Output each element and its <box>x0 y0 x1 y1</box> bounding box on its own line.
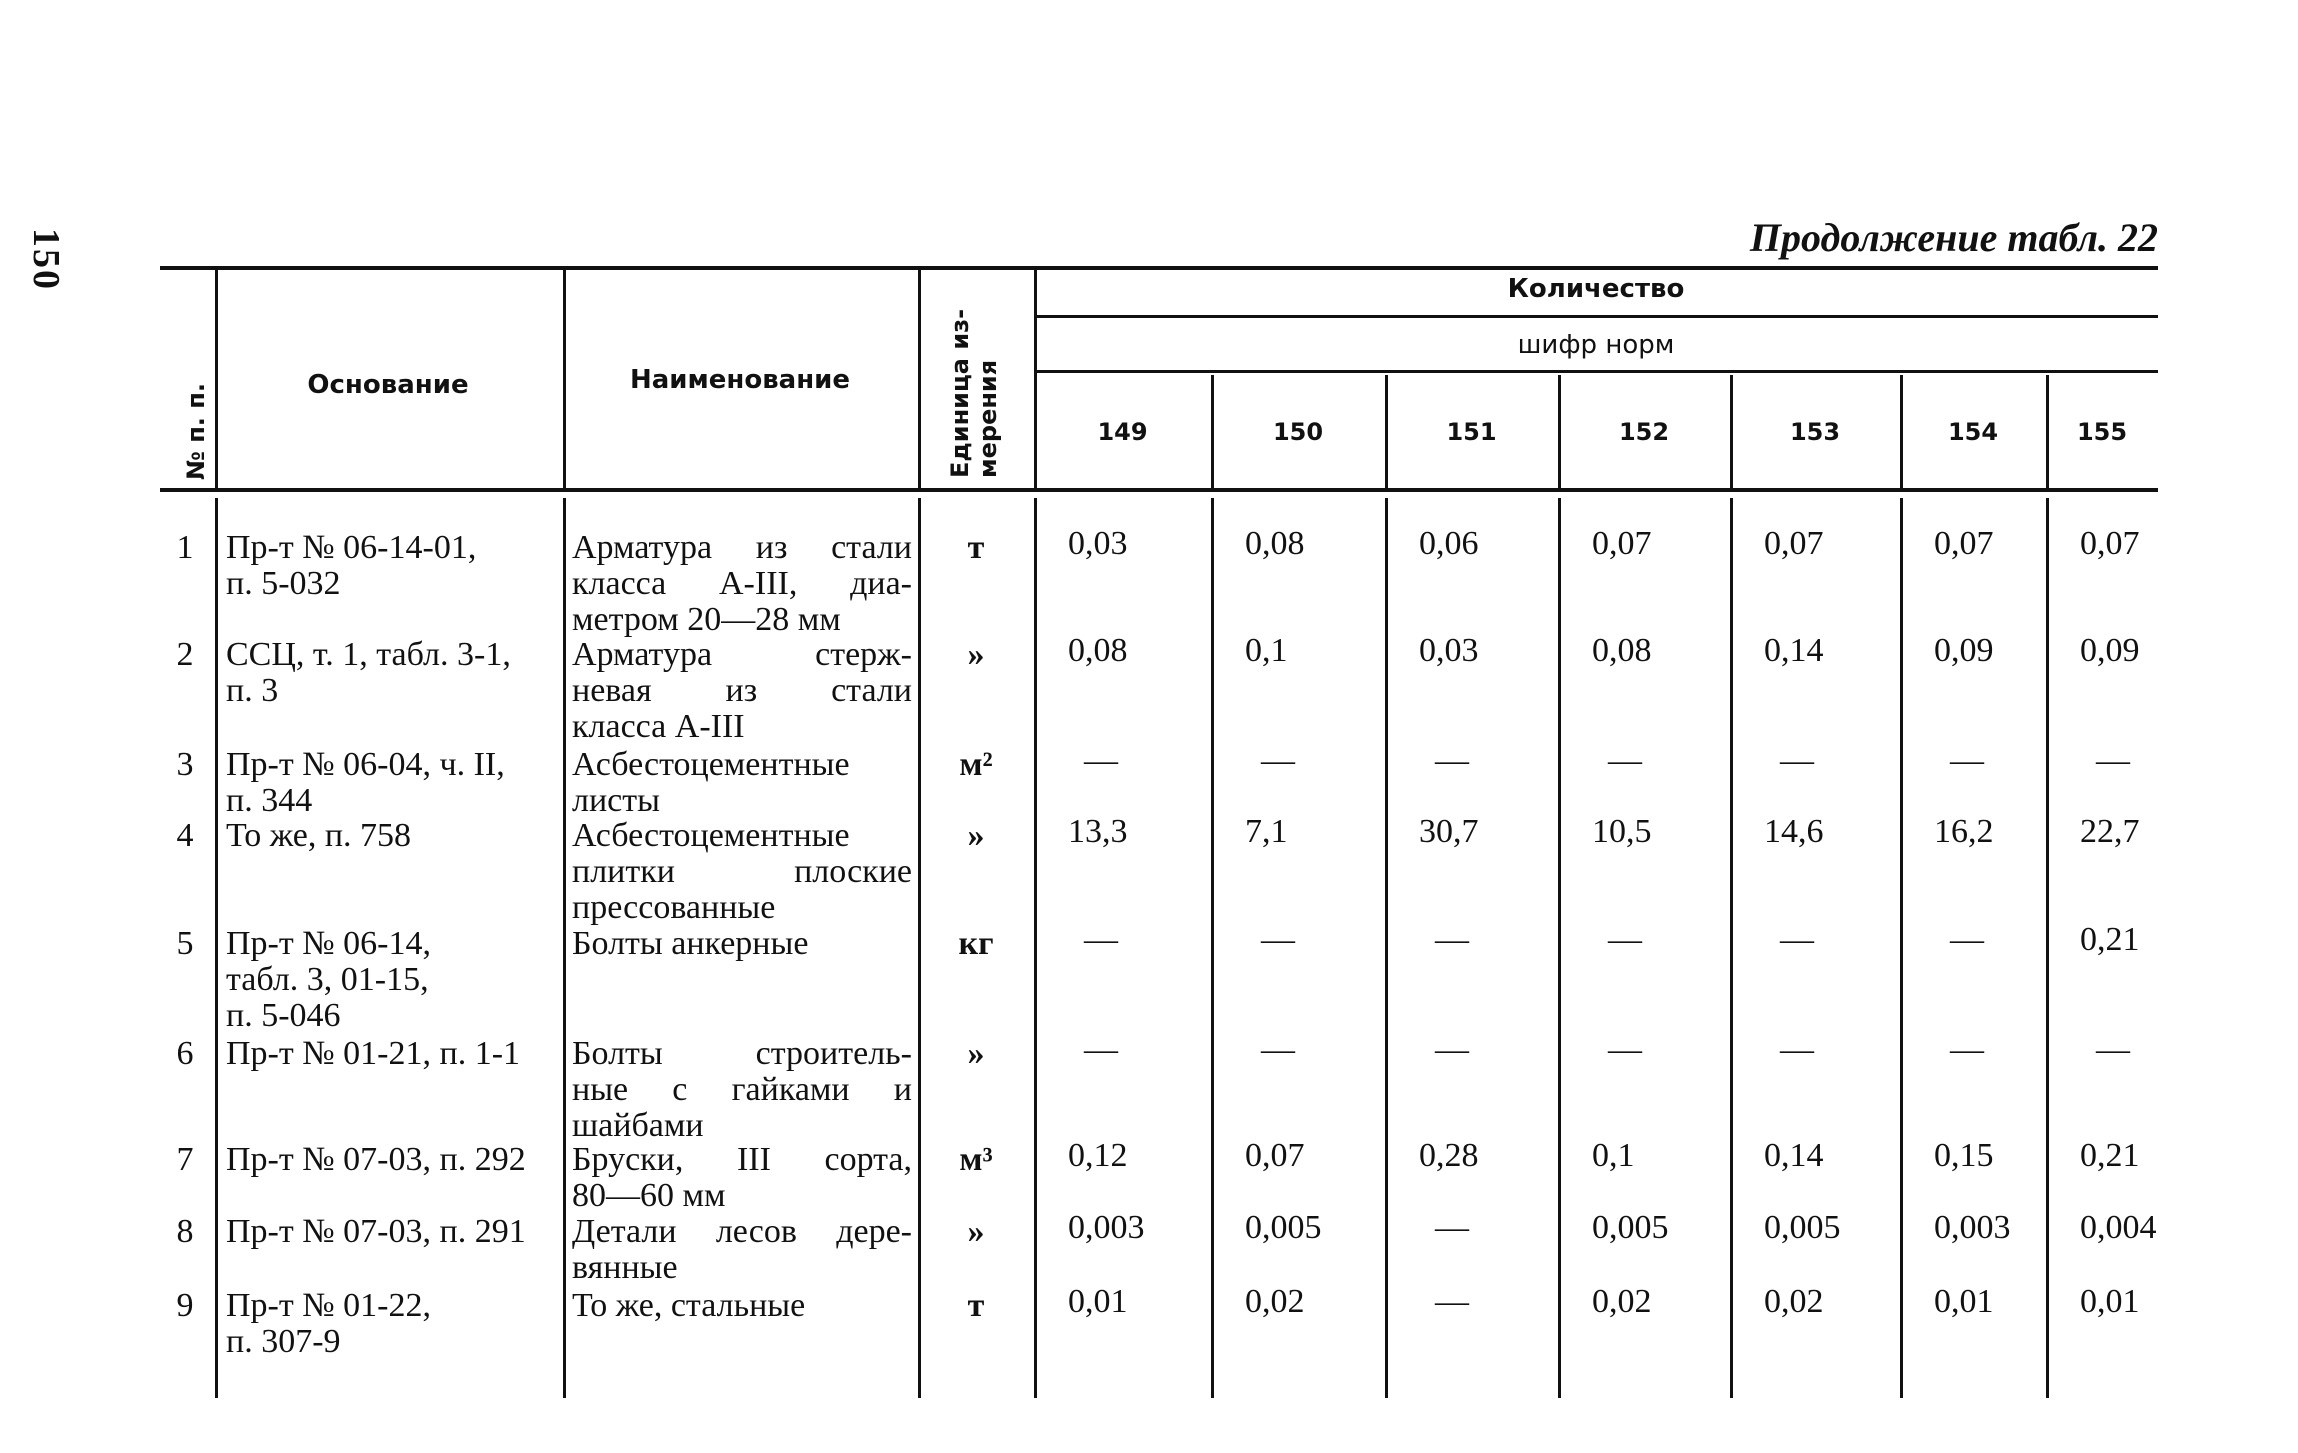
name-line: То же, стальные <box>572 1287 806 1324</box>
table-caption: Продолжение табл. 22 <box>1749 215 2158 260</box>
quantity-cell-153: 0,005 <box>1764 1209 1841 1246</box>
name-cell <box>572 637 912 745</box>
basis-line: Пр-т № 07-03, п. 292 <box>226 1141 526 1178</box>
norm-code-150: 150 <box>1272 418 1324 446</box>
unit-cell: м² <box>959 746 993 783</box>
row-number: 3 <box>176 746 194 783</box>
quantity-cell-152: 0,02 <box>1592 1283 1652 1320</box>
quantity-cell-149: — <box>1084 921 1118 958</box>
quantity-cell-150: 0,005 <box>1245 1209 1322 1246</box>
row-number: 2 <box>176 636 194 673</box>
name-line: класса А-III <box>572 708 745 745</box>
quantity-cell-155: 0,21 <box>2080 1137 2140 1174</box>
unit-cell: » <box>967 1213 985 1250</box>
basis-line: п. 344 <box>226 782 313 819</box>
quantity-cell-153: 0,02 <box>1764 1283 1824 1320</box>
body-column-divider <box>2046 498 2049 1398</box>
quantity-cell-151: 30,7 <box>1419 813 1479 850</box>
name-cell <box>572 1142 912 1214</box>
top-rule <box>160 266 2158 270</box>
quantity-cell-154: 16,2 <box>1934 813 1994 850</box>
body-column-divider <box>1211 498 1214 1398</box>
quantity-cell-149: 13,3 <box>1068 813 1128 850</box>
quantity-cell-152: 0,1 <box>1592 1137 1635 1174</box>
norm-code-152: 152 <box>1618 418 1670 446</box>
quantity-cell-153: — <box>1780 1031 1814 1068</box>
quantity-cell-155: 0,004 <box>2080 1209 2157 1246</box>
name-line: Асбестоцементные <box>572 817 850 854</box>
basis-line: ССЦ, т. 1, табл. 3-1, <box>226 636 511 673</box>
basis-cell <box>226 1142 561 1178</box>
quantity-cell-150: 0,02 <box>1245 1283 1305 1320</box>
name-cell <box>572 530 912 638</box>
quantity-cell-149: — <box>1084 742 1118 779</box>
quantity-cell-154: 0,003 <box>1934 1209 2011 1246</box>
quantity-cell-150: — <box>1261 1031 1295 1068</box>
quantity-cell-153: 0,14 <box>1764 632 1824 669</box>
basis-line: п. 5-032 <box>226 565 341 602</box>
quantity-cell-154: 0,07 <box>1934 525 1994 562</box>
quantity-cell-150: 0,07 <box>1245 1137 1305 1174</box>
name-line: Бруски, III сорта, <box>572 1141 912 1178</box>
basis-line: Пр-т № 07-03, п. 291 <box>226 1213 526 1250</box>
name-line: листы <box>572 782 660 819</box>
basis-line: Пр-т № 06-14-01, <box>226 529 477 566</box>
basis-line: п. 3 <box>226 672 279 709</box>
name-line: метром 20—28 мм <box>572 601 841 638</box>
quantity-cell-151: — <box>1435 1209 1469 1246</box>
name-line: Болты строитель- <box>572 1035 912 1072</box>
unit-cell: т <box>967 529 985 566</box>
body-column-divider <box>1900 498 1903 1398</box>
name-cell <box>572 1036 912 1144</box>
row-number: 4 <box>176 817 194 854</box>
name-line: ные с гайками и <box>572 1071 912 1108</box>
norm-code-153: 153 <box>1789 418 1841 446</box>
quantity-cell-152: 0,07 <box>1592 525 1652 562</box>
name-line: Арматура из стали <box>572 529 912 566</box>
quantity-cell-154: — <box>1950 921 1984 958</box>
name-line: Детали лесов дере- <box>572 1213 912 1250</box>
page-number: 150 <box>25 228 67 291</box>
name-line: класса А-III, диа- <box>572 565 912 602</box>
header-name: Наименование <box>629 365 851 395</box>
quantity-cell-150: — <box>1261 921 1295 958</box>
name-cell <box>572 926 912 962</box>
quantity-cell-151: 0,28 <box>1419 1137 1479 1174</box>
quantity-cell-151: — <box>1435 1031 1469 1068</box>
unit-cell: » <box>967 1035 985 1072</box>
quantity-cell-155: — <box>2096 1031 2130 1068</box>
header-row-number: № п. п. <box>182 383 210 480</box>
name-line: шайбами <box>572 1107 704 1144</box>
basis-cell <box>226 818 561 854</box>
body-column-divider <box>215 498 218 1398</box>
unit-cell: м³ <box>959 1141 993 1178</box>
body-column-divider <box>1558 498 1561 1398</box>
quantity-cell-150: 0,08 <box>1245 525 1305 562</box>
quantity-cell-153: 14,6 <box>1764 813 1824 850</box>
name-line: плитки плоские <box>572 853 912 890</box>
norm-code-149: 149 <box>1097 418 1148 446</box>
row-number: 7 <box>176 1141 194 1178</box>
quantity-cell-151: 0,06 <box>1419 525 1479 562</box>
name-cell <box>572 818 912 926</box>
basis-line: Пр-т № 01-22, <box>226 1287 431 1324</box>
row-number: 6 <box>176 1035 194 1072</box>
quantity-cell-153: — <box>1780 742 1814 779</box>
header-quantity: Количество <box>1507 274 1685 304</box>
quantity-cell-152: 0,005 <box>1592 1209 1669 1246</box>
quantity-cell-155: 0,07 <box>2080 525 2140 562</box>
quantity-cell-152: 0,08 <box>1592 632 1652 669</box>
basis-line: табл. 3, 01-15, <box>226 961 429 998</box>
basis-line: То же, п. 758 <box>226 817 412 854</box>
quantity-cell-150: 7,1 <box>1245 813 1288 850</box>
quantity-cell-155: 0,21 <box>2080 921 2140 958</box>
quantity-cell-155: 0,09 <box>2080 632 2140 669</box>
quantity-cell-149: 0,03 <box>1068 525 1128 562</box>
name-line: Арматура стерж- <box>572 636 912 673</box>
quantity-cell-155: 0,01 <box>2080 1283 2140 1320</box>
norm-code-155: 155 <box>2076 418 2128 446</box>
name-line: прессованные <box>572 889 776 926</box>
basis-cell <box>226 530 561 602</box>
name-cell <box>572 747 912 819</box>
basis-cell <box>226 637 561 709</box>
quantity-cell-151: — <box>1435 1283 1469 1320</box>
quantity-cell-150: — <box>1261 742 1295 779</box>
quantity-cell-151: 0,03 <box>1419 632 1479 669</box>
row-number: 8 <box>176 1213 194 1250</box>
unit-cell: кг <box>958 925 994 962</box>
unit-cell: » <box>967 636 985 673</box>
header-unit-label: Единица из- мерения <box>946 308 1002 478</box>
header-unit <box>946 298 1002 478</box>
quantity-cell-152: — <box>1608 1031 1642 1068</box>
quantity-cell-155: 22,7 <box>2080 813 2140 850</box>
quantity-cell-154: — <box>1950 742 1984 779</box>
name-line: Болты анкерные <box>572 925 809 962</box>
basis-line: Пр-т № 06-04, ч. II, <box>226 746 505 783</box>
basis-cell <box>226 747 561 819</box>
quantity-cell-149: 0,08 <box>1068 632 1128 669</box>
quantity-cell-152: — <box>1608 921 1642 958</box>
basis-line: п. 5-046 <box>226 997 341 1034</box>
basis-line: п. 307-9 <box>226 1323 341 1360</box>
header-basis: Основание <box>307 370 469 400</box>
quantity-cell-152: 10,5 <box>1592 813 1652 850</box>
basis-cell <box>226 1288 561 1360</box>
quantity-cell-150: 0,1 <box>1245 632 1288 669</box>
quantity-cell-154: — <box>1950 1031 1984 1068</box>
body-column-divider <box>563 498 566 1398</box>
row-number: 5 <box>176 925 194 962</box>
row-number: 9 <box>176 1287 194 1324</box>
quantity-cell-152: — <box>1608 742 1642 779</box>
header-norm-code: шифр норм <box>1517 330 1675 360</box>
quantity-cell-153: 0,07 <box>1764 525 1824 562</box>
norm-code-rule <box>1034 370 2158 373</box>
quantity-cell-154: 0,15 <box>1934 1137 1994 1174</box>
header-column-divider <box>918 270 921 488</box>
quantity-cell-149: 0,12 <box>1068 1137 1128 1174</box>
row-number: 1 <box>176 529 194 566</box>
quantity-cell-154: 0,01 <box>1934 1283 1994 1320</box>
name-cell <box>572 1288 912 1324</box>
norm-code-151: 151 <box>1446 418 1497 446</box>
quantity-cell-153: — <box>1780 921 1814 958</box>
quantity-cell-149: 0,01 <box>1068 1283 1128 1320</box>
basis-cell <box>226 1214 561 1250</box>
unit-cell: » <box>967 817 985 854</box>
quantity-cell-149: — <box>1084 1031 1118 1068</box>
header-bottom-rule <box>160 488 2158 492</box>
quantity-rule <box>1034 315 2158 318</box>
name-line: 80—60 мм <box>572 1177 726 1214</box>
quantity-cell-154: 0,09 <box>1934 632 1994 669</box>
body-column-divider <box>1730 498 1733 1398</box>
name-line: невая из стали <box>572 672 912 709</box>
quantity-cell-151: — <box>1435 921 1469 958</box>
basis-cell <box>226 1036 561 1072</box>
unit-cell: т <box>967 1287 985 1324</box>
norm-code-154: 154 <box>1947 418 1999 446</box>
body-column-divider <box>1034 498 1037 1398</box>
basis-line: Пр-т № 01-21, п. 1-1 <box>226 1035 521 1072</box>
quantity-cell-153: 0,14 <box>1764 1137 1824 1174</box>
name-line: вянные <box>572 1249 678 1286</box>
quantity-cell-149: 0,003 <box>1068 1209 1145 1246</box>
basis-cell <box>226 926 561 1034</box>
quantity-cell-155: — <box>2096 742 2130 779</box>
basis-line: Пр-т № 06-14, <box>226 925 431 962</box>
name-cell <box>572 1214 912 1286</box>
quantity-cell-151: — <box>1435 742 1469 779</box>
body-column-divider <box>1385 498 1388 1398</box>
name-line: Асбестоцементные <box>572 746 850 783</box>
